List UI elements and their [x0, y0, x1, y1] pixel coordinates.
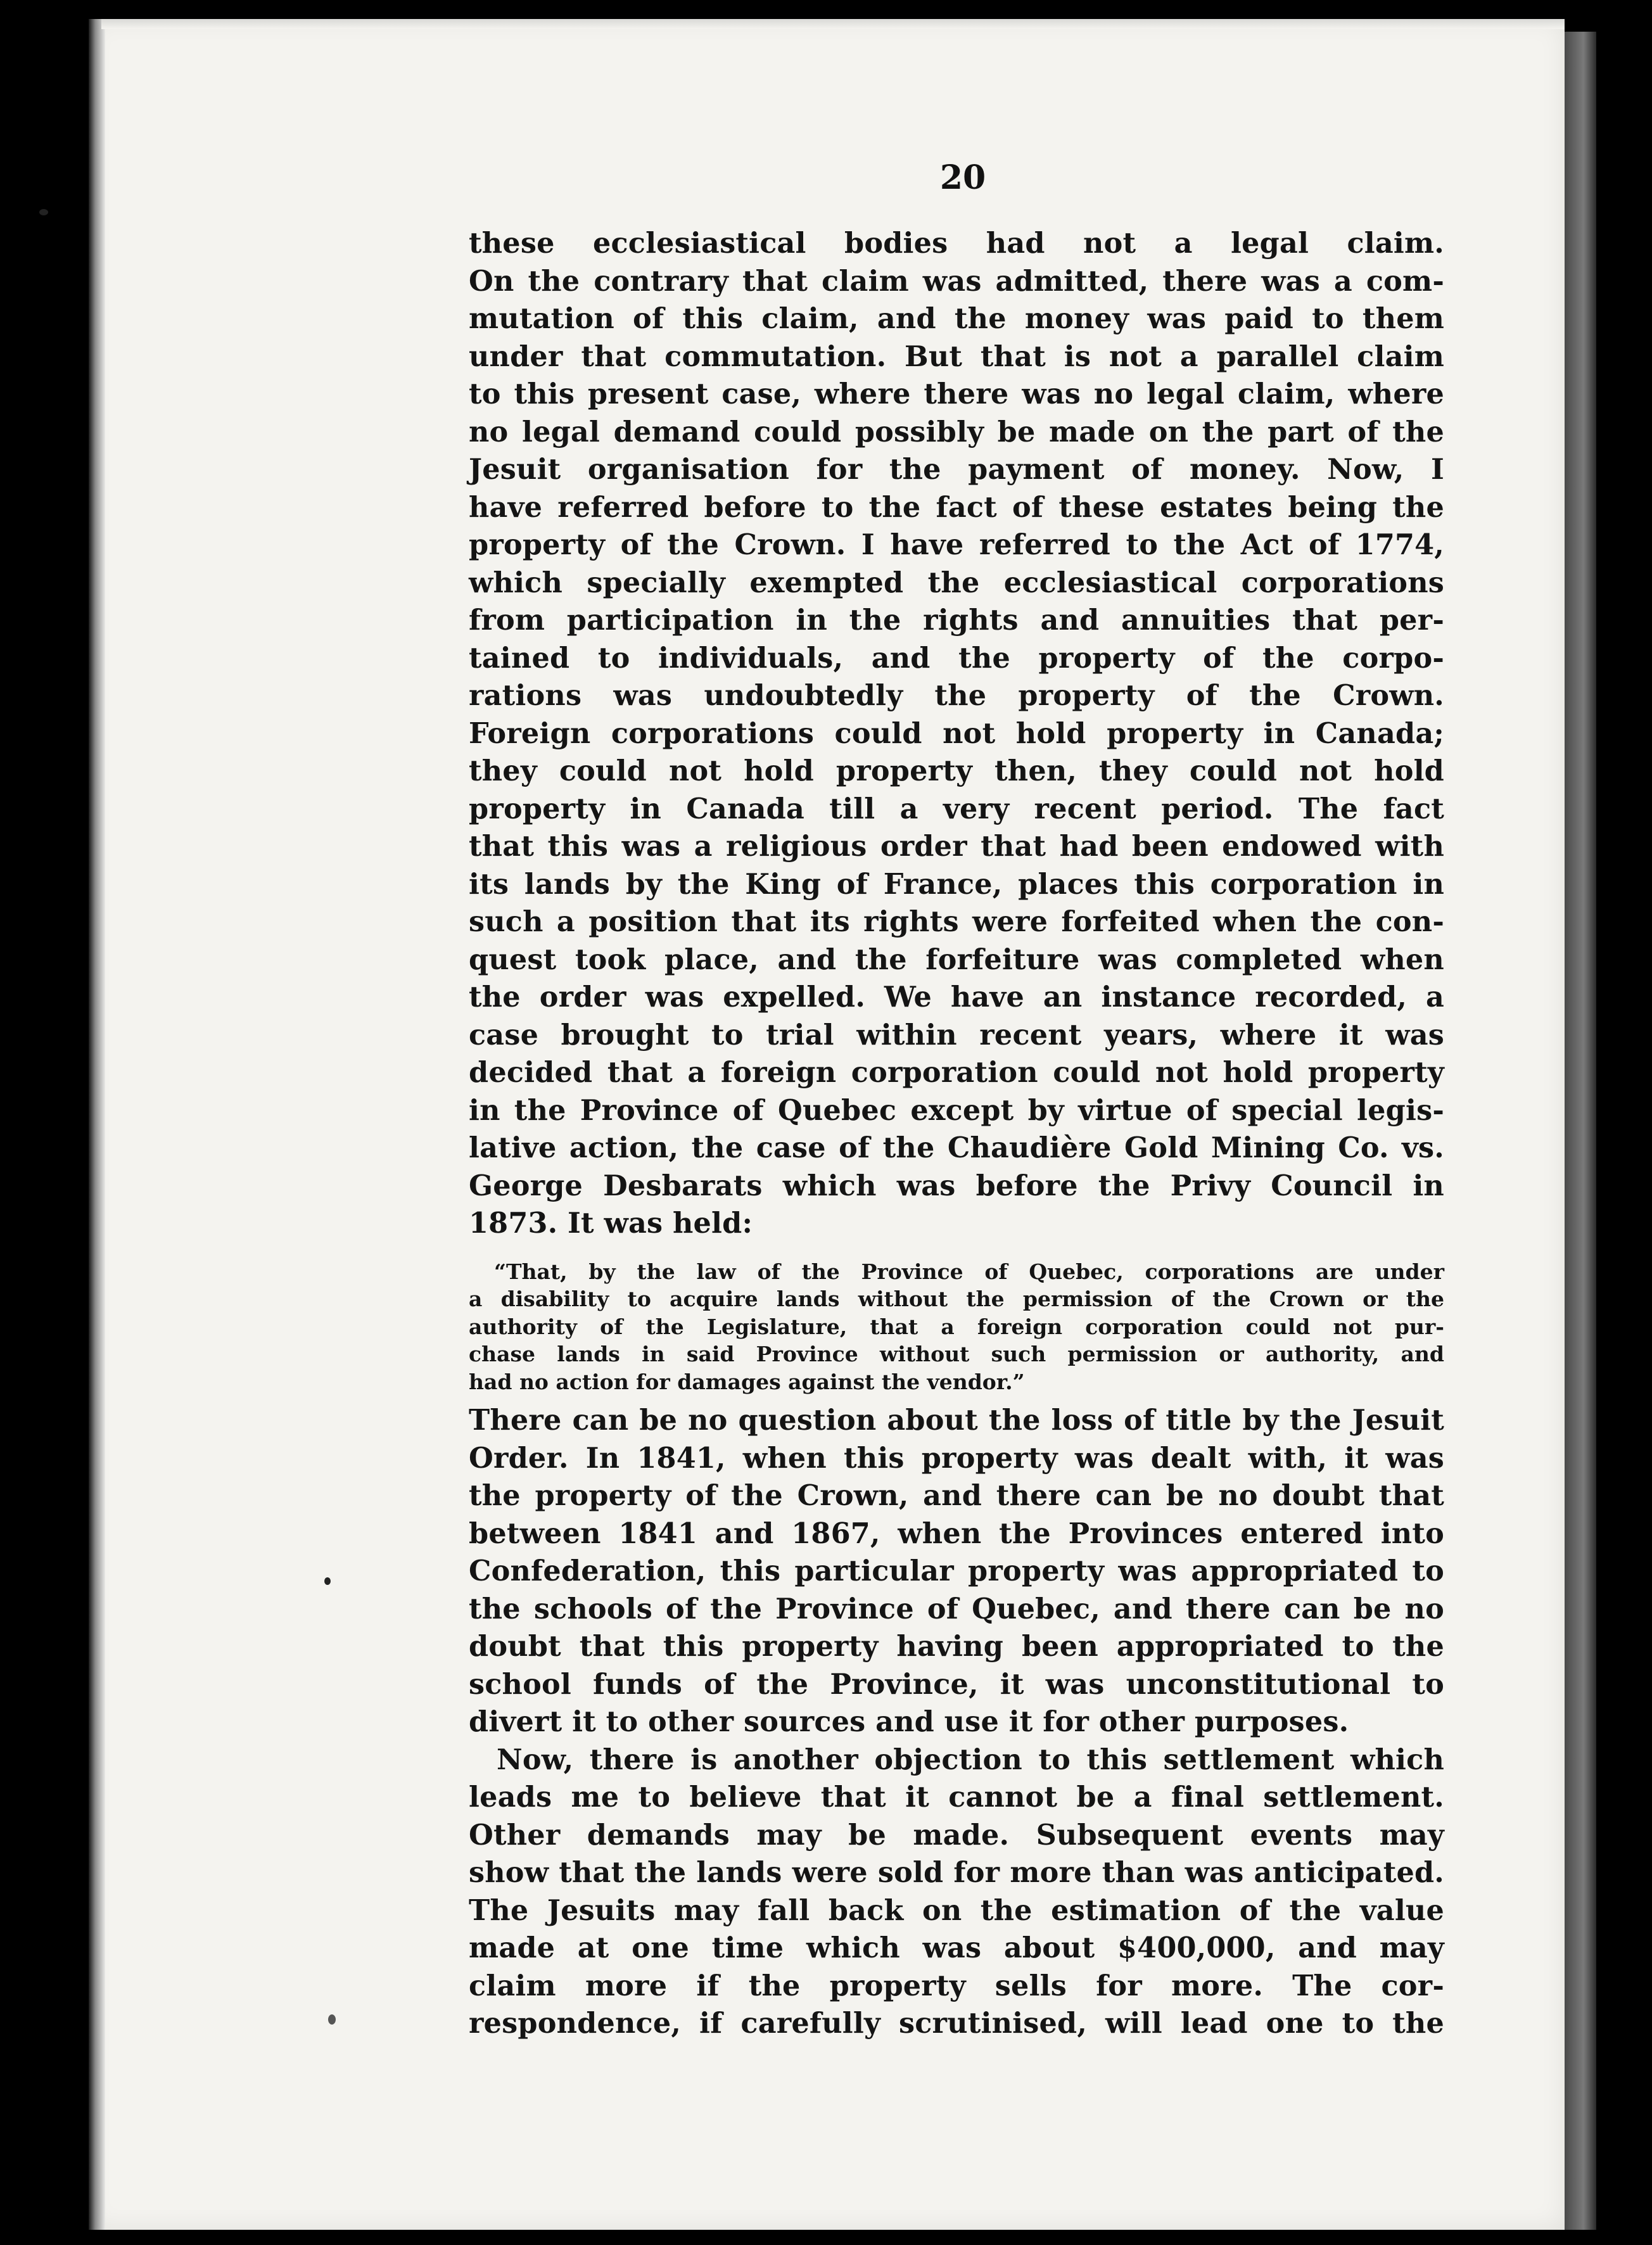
- dust-speck: [39, 209, 48, 215]
- text-line: between 1841 and 1867, when the Provinces entered into: [469, 1517, 1444, 1550]
- page-left-edge: [89, 19, 105, 2230]
- text-line: which specially exempted the ecclesiastical corporations: [469, 566, 1444, 599]
- text-line: its lands by the King of France, places this corporation in: [469, 867, 1444, 901]
- page-number: 20: [939, 158, 986, 197]
- text-line: mutation of this claim, and the money was paid to them: [469, 302, 1444, 335]
- text-line: George Desbarats which was before the Privy Council in: [469, 1169, 1444, 1202]
- text-line: Other demands may be made. Subsequent events may: [469, 1818, 1444, 1852]
- text-line: quest took place, and the forfeiture was completed when: [469, 943, 1444, 976]
- text-line: rations was undoubtedly the property of the Crown.: [469, 679, 1444, 712]
- text-line: from participation in the rights and annuities that per-: [469, 604, 1444, 637]
- text-line: decided that a foreign corporation could not hold property: [469, 1056, 1444, 1089]
- page-right-edge-shadow: [1565, 32, 1596, 2230]
- text-line: to this present case, where there was no legal claim, where: [469, 378, 1444, 410]
- text-line: claim more if the property sells for more. The cor-: [469, 1969, 1444, 2002]
- text-line: Confederation, this particular property was appropriated to: [469, 1555, 1444, 1587]
- body-text: [469, 225, 1444, 2043]
- spacer: [469, 1396, 1444, 1402]
- text-line: school funds of the Province, it was unconstitutional to: [469, 1667, 1444, 1701]
- quote-line: had no action for damages against the vendor.”: [469, 1369, 1025, 1394]
- text-line: Now, there is another objection to this settlement which: [497, 1743, 1444, 1776]
- text-line: lative action, the case of the Chaudière Gold Mining Co. vs.: [469, 1131, 1444, 1164]
- dust-speck: [328, 2014, 336, 2025]
- text-line: the property of the Crown, and there can be no doubt that: [469, 1479, 1444, 1512]
- paragraph-continuation: [469, 225, 1444, 1243]
- quote-line: chase lands in said Province without such permission or authority, and: [469, 1342, 1444, 1366]
- text-line: in the Province of Quebec except by virtue of special legis-: [469, 1093, 1444, 1127]
- text-line: made at one time which was about $400,000, and may: [469, 1931, 1444, 1964]
- text-line: On the contrary that claim was admitted, there was a com-: [469, 264, 1444, 298]
- text-line: the order was expelled. We have an instance recorded, a: [469, 981, 1444, 1014]
- text-line: Order. In 1841, when this property was dealt with, it was: [469, 1441, 1444, 1475]
- block-quote: [469, 1258, 1444, 1396]
- text-line: divert it to other sources and use it for other purposes.: [469, 1705, 1349, 1738]
- text-line: that this was a religious order that had been endowed with: [469, 830, 1444, 863]
- text-line: under that commutation. But that is not a parallel claim: [469, 340, 1444, 373]
- text-line: tained to individuals, and the property of the corpo-: [469, 641, 1444, 675]
- quote-line: a disability to acquire lands without the permission of the Crown or the: [469, 1287, 1444, 1311]
- text-line: the schools of the Province of Quebec, and there can be no: [469, 1592, 1444, 1625]
- quote-line: “That, by the law of the Province of Quebec, corporations are under: [494, 1259, 1444, 1284]
- text-line: There can be no question about the loss of title by the Jesuit: [469, 1404, 1444, 1437]
- quote-line: authority of the Legislature, that a foreign corporation could not pur-: [469, 1314, 1444, 1339]
- text-line: show that the lands were sold for more than was anticipated.: [469, 1856, 1444, 1889]
- page-top-edge: [101, 19, 1565, 29]
- final-paragraph: [469, 1741, 1444, 2043]
- text-line: they could not hold property then, they could not hold: [469, 754, 1444, 787]
- text-line: leads me to believe that it cannot be a final settlement.: [469, 1781, 1444, 1814]
- dust-speck: [324, 1577, 331, 1585]
- text-line: The Jesuits may fall back on the estimation of the value: [469, 1893, 1444, 1927]
- text-line: property in Canada till a very recent period. The fact: [469, 792, 1444, 825]
- text-line: have referred before to the fact of these estates being the: [469, 490, 1444, 524]
- text-line: case brought to trial within recent years, where it was: [469, 1018, 1444, 1052]
- text-line: property of the Crown. I have referred to the Act of 1774,: [469, 528, 1444, 561]
- spacer: [469, 1243, 1444, 1258]
- text-line: 1873. It was held:: [469, 1207, 753, 1240]
- text-line: no legal demand could possibly be made on the part of the: [469, 415, 1444, 448]
- text-line: Foreign corporations could not hold property in Canada;: [469, 716, 1444, 750]
- text-line: these ecclesiastical bodies had not a legal claim.: [469, 227, 1444, 260]
- text-line: Jesuit organisation for the payment of money. Now, I: [469, 453, 1444, 486]
- paragraph-after-quote: [469, 1402, 1444, 1741]
- text-line: such a position that its rights were forfeited when the con-: [469, 905, 1444, 938]
- text-line: respondence, if carefully scrutinised, will lead one to the: [469, 2007, 1444, 2040]
- text-line: doubt that this property having been appropriated to the: [469, 1630, 1444, 1663]
